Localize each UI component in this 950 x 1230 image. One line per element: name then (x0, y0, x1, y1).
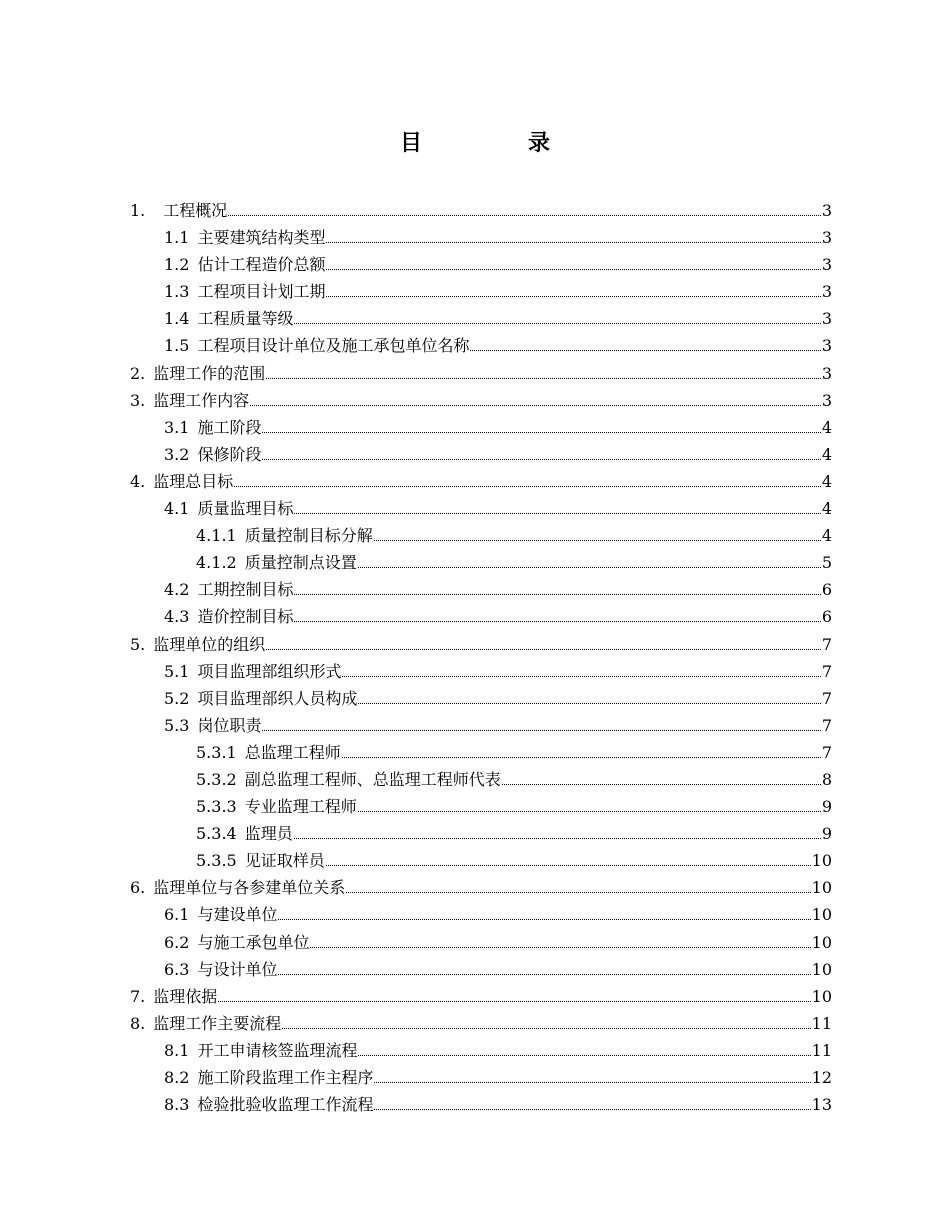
toc-entry[interactable] (130, 414, 832, 441)
toc-entry-number: 4.3 (164, 607, 190, 627)
toc-entry[interactable] (130, 793, 832, 820)
toc-dot-leader (278, 974, 810, 975)
toc-entry[interactable] (130, 495, 832, 522)
toc-entry[interactable] (130, 603, 832, 630)
toc-entry-page-number: 10 (811, 986, 832, 1006)
toc-dot-leader (294, 323, 820, 324)
toc-entry-title: 估计工程造价总额 (197, 255, 326, 275)
toc-entry-page-number: 9 (821, 797, 832, 817)
toc-entry-title: 专业监理工程师 (244, 797, 357, 817)
toc-entry-number: 8.2 (164, 1068, 190, 1087)
toc-entry[interactable] (130, 332, 832, 359)
toc-entry-page-number: 10 (811, 932, 832, 952)
toc-entry-number: 5.2 (164, 688, 190, 708)
toc-entry-page-number: 7 (821, 661, 832, 681)
toc-entry-page-number: 10 (811, 851, 832, 871)
toc-entry[interactable] (130, 251, 832, 278)
toc-entry-number: 3.2 (164, 444, 190, 464)
toc-entry-number: 1.1 (164, 228, 190, 248)
toc-entry-number: 4. (130, 471, 146, 491)
toc-entry-number: 1. (130, 201, 146, 220)
toc-dot-leader (218, 1001, 810, 1002)
toc-entry[interactable] (130, 549, 832, 576)
toc-entry[interactable] (130, 739, 832, 766)
toc-dot-leader (266, 649, 821, 650)
toc-dot-leader (294, 621, 820, 622)
toc-entry[interactable] (130, 387, 832, 414)
toc-entry-title: 监理单位的组织 (153, 634, 266, 654)
toc-entry-page-number: 5 (821, 553, 832, 573)
toc-entry-number: 7. (130, 986, 146, 1006)
toc-entry-number: 5.1 (164, 661, 190, 681)
toc-entry-page-number: 6 (821, 607, 832, 627)
toc-entry-page-number: 3 (821, 201, 832, 220)
toc-entry-number: 4.2 (164, 580, 190, 600)
toc-entry[interactable] (130, 901, 832, 928)
toc-entry-title: 造价控制目标 (197, 607, 294, 627)
toc-entry-number: 1.2 (164, 255, 190, 275)
toc-entry-number: 5.3.5 (196, 851, 237, 871)
toc-entry-title: 施工阶段 (197, 417, 262, 437)
toc-entry[interactable] (130, 468, 832, 495)
toc-dot-leader (234, 486, 821, 487)
toc-entry-page-number: 13 (811, 1095, 832, 1115)
toc-entry-title: 监理总目标 (153, 471, 234, 491)
toc-entry-page-number: 8 (821, 769, 832, 789)
toc-dot-leader (228, 215, 821, 216)
toc-entry[interactable] (130, 956, 832, 983)
toc-dot-leader (294, 594, 820, 595)
toc-dot-leader (502, 784, 821, 785)
toc-entry-title: 岗位职责 (197, 715, 262, 735)
toc-entry-title: 监理员 (244, 824, 293, 844)
toc-dot-leader (282, 1028, 810, 1029)
toc-entry[interactable] (130, 847, 832, 874)
toc-entry-page-number: 3 (821, 363, 832, 383)
toc-entry-page-number: 4 (821, 471, 832, 491)
toc-entry-title: 开工申请核签监理流程 (197, 1040, 358, 1060)
toc-dot-leader (262, 432, 820, 433)
toc-entry[interactable] (130, 658, 832, 685)
toc-dot-leader (310, 947, 810, 948)
toc-entry-title: 工程概况 (163, 201, 228, 220)
toc-entry-number: 6. (130, 878, 146, 898)
toc-entry-title: 质量控制点设置 (244, 553, 357, 573)
toc-entry-title: 监理依据 (153, 986, 218, 1006)
toc-entry-title: 与建设单位 (197, 905, 278, 925)
toc-entry-number: 5.3.3 (196, 797, 237, 817)
toc-entry-page-number: 3 (821, 228, 832, 248)
toc-entry-page-number: 9 (821, 824, 832, 844)
toc-dot-leader (358, 703, 820, 704)
toc-entry-number: 5.3.4 (196, 824, 237, 844)
toc-entry-title: 总监理工程师 (244, 742, 341, 762)
toc-entry-title: 监理工作内容 (153, 390, 250, 410)
toc-entry[interactable] (130, 820, 832, 847)
toc-entry-title: 与施工承包单位 (197, 932, 310, 952)
toc-dot-leader (342, 757, 821, 758)
toc-entry[interactable] (130, 576, 832, 603)
toc-entry-number: 4.1.2 (196, 553, 237, 573)
toc-entry-number: 6.3 (164, 959, 190, 979)
table-of-contents (130, 197, 832, 1118)
toc-entry-title: 保修阶段 (197, 444, 262, 464)
toc-entry[interactable] (130, 685, 832, 712)
toc-entry-title: 与设计单位 (197, 959, 278, 979)
toc-entry-title: 主要建筑结构类型 (197, 228, 326, 248)
toc-entry[interactable] (130, 224, 832, 251)
toc-entry-number: 3. (130, 390, 146, 410)
toc-entry-page-number: 10 (811, 905, 832, 925)
toc-entry[interactable] (130, 522, 832, 549)
toc-entry-number: 5.3.1 (196, 742, 237, 762)
toc-entry-page-number: 4 (821, 499, 832, 519)
toc-entry-number: 2. (130, 363, 146, 383)
toc-entry-page-number: 4 (821, 526, 832, 546)
toc-entry-number: 1.5 (164, 336, 190, 356)
toc-entry-number: 4.1 (164, 499, 190, 519)
toc-dot-leader (374, 540, 821, 541)
toc-entry[interactable] (130, 441, 832, 468)
toc-entry[interactable] (130, 766, 832, 793)
toc-dot-leader (294, 838, 821, 839)
toc-entry-number: 4.1.1 (196, 526, 237, 546)
toc-entry-number: 5. (130, 634, 146, 654)
toc-entry[interactable] (130, 360, 832, 387)
toc-entry-page-number: 6 (821, 580, 832, 600)
toc-entry-title: 工程项目计划工期 (197, 282, 326, 302)
toc-entry-title: 质量控制目标分解 (244, 526, 373, 546)
toc-entry-page-number: 12 (811, 1068, 832, 1087)
toc-entry-page-number: 3 (821, 309, 832, 329)
toc-entry-title: 工程项目设计单位及施工承包单位名称 (197, 336, 470, 356)
toc-title: 目 录 (399, 129, 592, 156)
toc-dot-leader (358, 811, 821, 812)
toc-entry-number: 1.4 (164, 309, 190, 329)
toc-entry-number: 1.3 (164, 282, 190, 302)
toc-dot-leader (326, 242, 820, 243)
toc-entry[interactable] (130, 929, 832, 956)
toc-entry-title: 副总监理工程师、总监理工程师代表 (244, 769, 501, 789)
toc-entry[interactable] (130, 712, 832, 739)
toc-entry-title: 监理工作主要流程 (153, 1013, 282, 1033)
toc-entry[interactable] (130, 197, 832, 224)
toc-entry-page-number: 11 (811, 1040, 832, 1060)
toc-entry-title: 质量监理目标 (197, 499, 294, 519)
toc-entry-page-number: 7 (821, 742, 832, 762)
toc-entry-page-number: 7 (821, 634, 832, 654)
toc-entry-title: 监理单位与各参建单位关系 (153, 878, 346, 898)
toc-dot-leader (342, 676, 820, 677)
toc-dot-leader (346, 892, 810, 893)
toc-entry[interactable] (130, 278, 832, 305)
toc-entry[interactable] (130, 983, 832, 1010)
toc-entry-number: 6.2 (164, 932, 190, 952)
toc-dot-leader (358, 1055, 810, 1056)
toc-entry-number: 8.3 (164, 1095, 190, 1115)
toc-entry-number: 6.1 (164, 905, 190, 925)
toc-entry[interactable] (130, 1064, 832, 1091)
toc-entry-number: 8. (130, 1013, 146, 1033)
toc-entry-page-number: 3 (821, 255, 832, 275)
toc-entry-title: 施工阶段监理工作主程序 (197, 1068, 374, 1087)
toc-entry-page-number: 10 (811, 878, 832, 898)
toc-entry-number: 5.3.2 (196, 769, 237, 789)
toc-entry-page-number: 11 (811, 1013, 832, 1033)
toc-entry-page-number: 3 (821, 336, 832, 356)
toc-entry[interactable] (130, 305, 832, 332)
toc-dot-leader (470, 350, 820, 351)
toc-entry-title: 工期控制目标 (197, 580, 294, 600)
toc-dot-leader (374, 1082, 810, 1083)
toc-dot-leader (262, 459, 820, 460)
toc-dot-leader (250, 405, 821, 406)
toc-entry-page-number: 10 (811, 959, 832, 979)
toc-entry-title: 项目监理部组织形式 (197, 661, 342, 681)
toc-dot-leader (278, 919, 810, 920)
toc-entry-page-number: 7 (821, 688, 832, 708)
toc-dot-leader (374, 1109, 810, 1110)
toc-entry-page-number: 3 (821, 390, 832, 410)
toc-entry-number: 5.3 (164, 715, 190, 735)
toc-entry-page-number: 7 (821, 715, 832, 735)
toc-dot-leader (326, 269, 820, 270)
toc-entry[interactable] (130, 631, 832, 658)
toc-entry-title: 监理工作的范围 (153, 363, 266, 383)
toc-entry[interactable] (130, 1091, 832, 1118)
toc-dot-leader (266, 378, 821, 379)
toc-entry-number: 8.1 (164, 1040, 190, 1060)
toc-entry-title: 检验批验收监理工作流程 (197, 1095, 374, 1115)
toc-entry-title: 见证取样员 (244, 851, 325, 871)
toc-dot-leader (326, 865, 811, 866)
toc-entry-page-number: 4 (821, 444, 832, 464)
toc-entry-page-number: 4 (821, 417, 832, 437)
toc-entry[interactable] (130, 1010, 832, 1037)
toc-entry[interactable] (130, 874, 832, 901)
toc-entry-number: 3.1 (164, 417, 190, 437)
toc-entry-title: 工程质量等级 (197, 309, 294, 329)
toc-entry[interactable] (130, 1037, 832, 1064)
toc-dot-leader (326, 296, 820, 297)
toc-dot-leader (262, 730, 820, 731)
toc-dot-leader (358, 567, 821, 568)
toc-entry-page-number: 3 (821, 282, 832, 302)
toc-dot-leader (294, 513, 820, 514)
toc-entry-title: 项目监理部织人员构成 (197, 688, 358, 708)
